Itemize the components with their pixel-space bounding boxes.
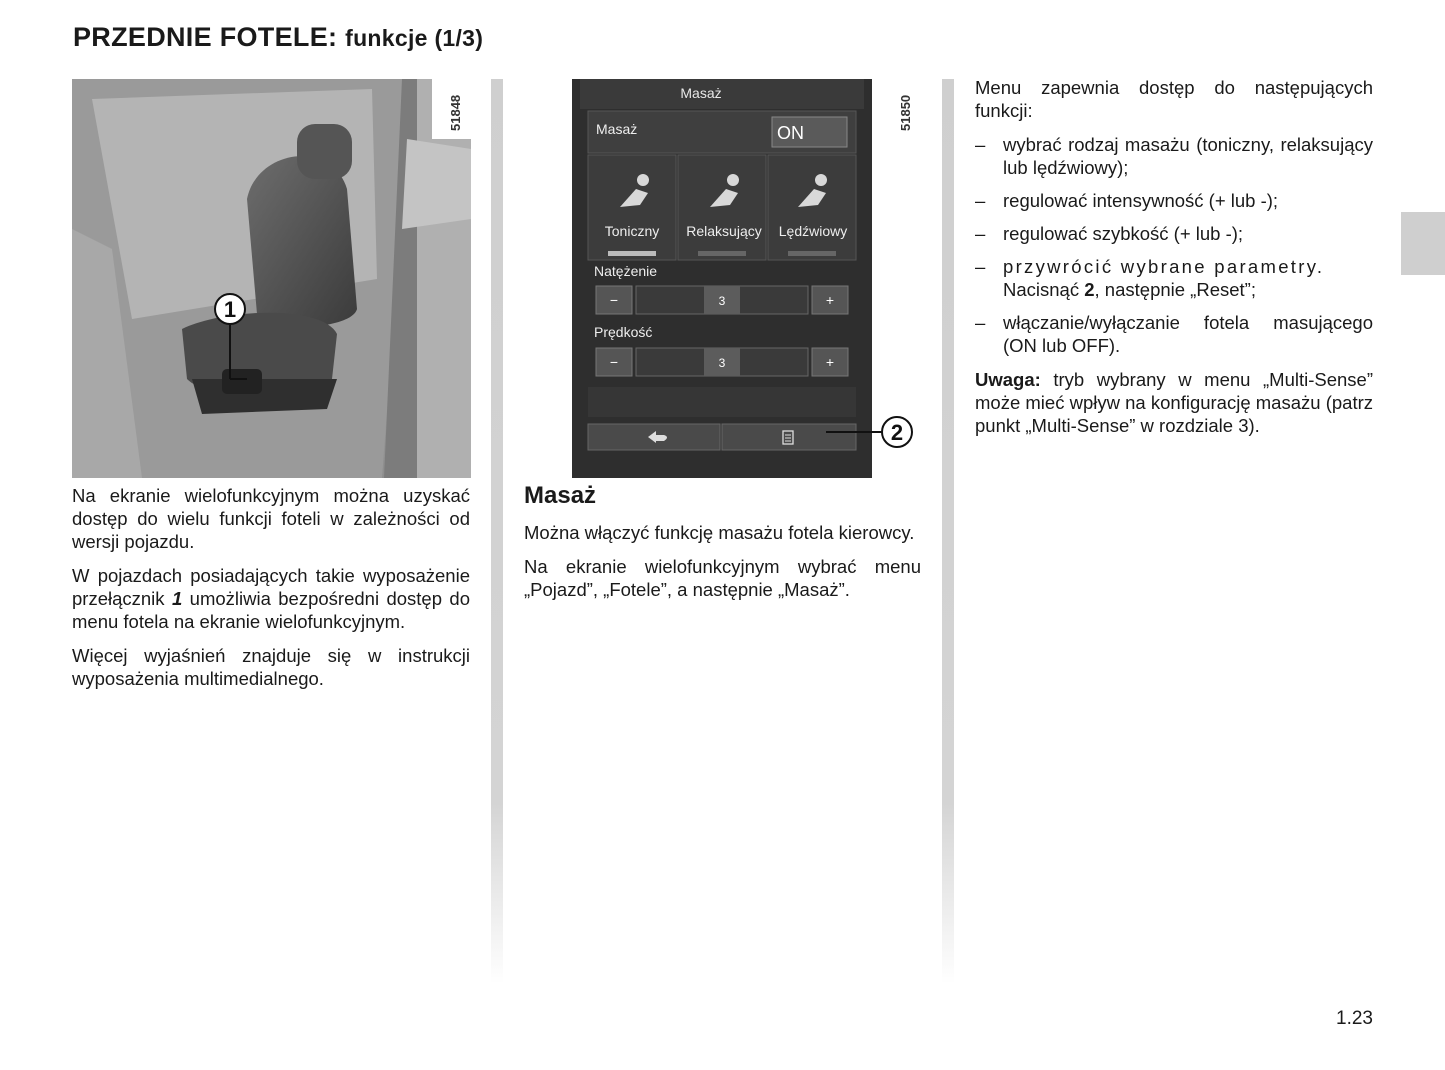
menu-button[interactable] [722,424,856,450]
list-item-text: włączanie/wyłączanie fotela masującego (ON lub OFF). [1003,312,1373,356]
function-list [975,133,1373,357]
speed-label: Prędkość [594,324,653,340]
title-main: PRZEDNIE FOTELE: [73,22,338,52]
seat-illustration [72,79,471,478]
dash: – [975,256,986,277]
mode-label-tonic: Toniczny [604,223,660,239]
list-item [975,311,1373,357]
list-item [975,133,1373,179]
list-item-text: regulować szybkość (+ lub -); [1003,223,1244,244]
column-divider-1 [491,79,503,984]
intensity-plus-label: + [825,292,835,308]
page-number: 1.23 [1336,1008,1373,1029]
figure-seat-photo [72,79,471,478]
note-label: Uwaga: [975,369,1041,390]
page-title [73,22,483,53]
speed-value: 3 [718,356,726,370]
mode-label-relax: Relaksujący [686,223,762,239]
text: umożliwia bezpośredni dostęp do menu fotela na ekranie wielofunkcyjnym. [72,588,470,632]
ref-2: 2 [1084,279,1095,300]
list-item-text: , następnie „Reset”; [1094,279,1256,300]
section-heading: Masaż [524,482,597,509]
dash: – [975,223,986,244]
figure-code-2: 51850 [898,94,913,131]
paragraph: Na ekranie wielofunkcyjnym wybrać menu „Pojazd”, „Fotele”, a następnie „Masaż”. [524,556,921,600]
list-item [975,255,1373,301]
paragraph [72,564,470,633]
callout-2: 2 [890,420,904,445]
title-sub: funkcje (1/3) [345,25,484,51]
paragraph: Menu zapewnia dostęp do następujących funkcji: [975,77,1373,121]
note-text: tryb wybrany w menu „Multi-Sense” może mieć wpływ na konfigurację masażu (patrz punkt „Multi-Sense” w rozdziale 3). [975,369,1373,436]
paragraph: Można włączyć funkcję masażu fotela kierowcy. [524,522,915,543]
note [975,368,1373,437]
mode-relax-button[interactable] [678,155,766,260]
intensity-minus-label: − [609,292,619,308]
list-item-text: Nacisnąć [1003,279,1085,300]
text: W pojazdach posiadających takie wyposażenie przełącznik [72,565,470,609]
figure-massage-screen [524,79,920,478]
column-1 [72,484,470,701]
list-item-text: regulować intensywność (+ lub -); [1003,190,1279,211]
speed-minus-label: − [609,354,619,370]
massage-toggle-value: ON [777,123,804,143]
list-item [975,189,1373,212]
list-item [975,222,1373,245]
column-divider-2 [942,79,954,984]
paragraph: Na ekranie wielofunkcyjnym można uzyskać dostęp do wielu funkcji foteli w zależności od wersji pojazdu. [72,485,470,552]
chapter-tab [1401,212,1445,275]
list-item-text: przywrócić wybrane parametry. [1003,256,1325,277]
list-item-text: wybrać rodzaj masażu (toniczny, relaksujący lub lędźwiowy); [1003,134,1373,178]
dash: – [975,190,986,211]
mode-label-lumbar: Lędźwiowy [778,223,848,239]
intensity-label: Natężenie [594,263,658,279]
dash: – [975,134,986,155]
speed-plus-label: + [825,354,835,370]
column-3 [975,76,1373,448]
ref-1: 1 [171,588,183,609]
column-2 [524,481,921,612]
paragraph: Więcej wyjaśnień znajduje się w instrukcji wyposażenia multimedialnego. [72,645,470,689]
mode-lumbar-button[interactable] [768,155,856,260]
intensity-value: 3 [718,294,726,308]
mode-tonic-button[interactable] [588,155,676,260]
screen-title: Masaż [680,85,722,101]
dash: – [975,312,986,333]
massage-toggle-label: Masaż [596,121,638,137]
figure-code-1: 51848 [448,94,463,131]
callout-1: 1 [223,297,237,322]
